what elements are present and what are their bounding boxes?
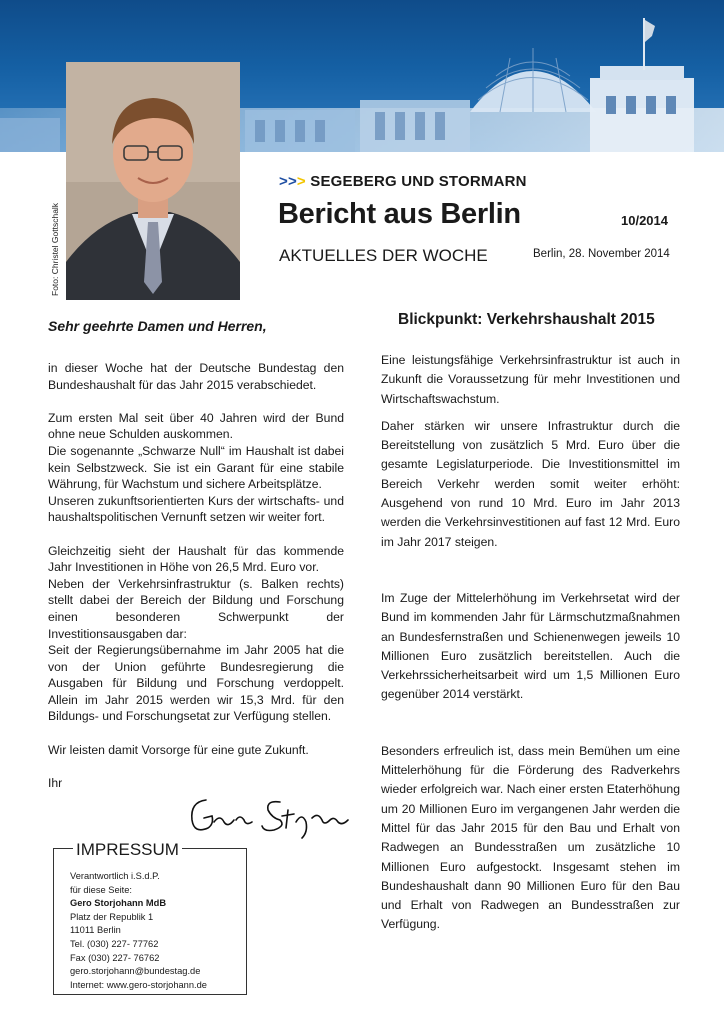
region-heading bbox=[279, 173, 527, 190]
letter-paragraph: Gleichzeitig sieht der Haushalt für das kommende Jahr Investitionen in Höhe von 26,5 Mrd. Euro vor. bbox=[48, 543, 344, 575]
photo-credit: Foto: Christel Gottschalk bbox=[50, 202, 60, 296]
impressum-line: Fax (030) 227- 76762 bbox=[70, 952, 160, 963]
blickpunkt-paragraph: Besonders erfreulich ist, dass mein Bemühen um eine Mittelerhöhung für die Förderung des Radverkehrs wieder erfolgreich war. Nach einer ersten Etaterhöhung um 20 Millionen Euro im vergangenen Jahr werden die Mittel für das Jahr 2015 für den Bau und Erhalt von Radwegen an Bundesstraßen um zusätzliche 10 Millionen Euro aufgestockt. Insgesamt stehen im Bundeshaushalt dann 90 Millionen Euro für den Bau und Erhalt von Radwegen an Bundesstraßen zur Verfügung. bbox=[381, 743, 680, 932]
impressum-title: IMPRESSUM bbox=[73, 840, 182, 860]
impressum-line: Verantwortlich i.S.d.P. bbox=[70, 871, 160, 881]
impressum-line: Tel. (030) 227- 77762 bbox=[70, 938, 159, 949]
letter-paragraph: Seit der Regierungsübernahme im Jahr 2005 hat die von der Union geführte Bundesregierung die Ausgaben für Bildung und Forschung verdoppelt. Allein im Jahr 2015 werden wir 15,3 Mrd. für den Bildungs- und Forschungsetat zur Verfügung stellen. bbox=[48, 643, 344, 724]
issue-number: 10/2014 bbox=[621, 213, 668, 228]
blickpunkt-paragraph: Eine leistungsfähige Verkehrsinfrastruktur ist auch in Zukunft die Voraussetzung für mehr Investitionen und Wirtschaftswachstum. bbox=[381, 353, 680, 406]
letter-paragraph: in dieser Woche hat der Deutsche Bundestag den Bundeshaushalt für das Jahr 2015 verabschiedet. bbox=[48, 361, 344, 392]
signature-icon bbox=[184, 792, 354, 842]
page-title: Bericht aus Berlin bbox=[278, 198, 521, 230]
impressum-line: Platz der Republik 1 bbox=[70, 911, 154, 922]
impressum-lines bbox=[70, 870, 207, 992]
impressum-line: für diese Seite: bbox=[70, 884, 133, 895]
signature bbox=[184, 792, 354, 847]
impressum-website[interactable]: Internet: www.gero-storjohann.de bbox=[70, 979, 207, 990]
blickpunkt-body bbox=[381, 351, 680, 935]
impressum-line: Gero Storjohann MdB bbox=[70, 898, 167, 909]
letter-paragraph: Die sogenannte „Schwarze Null“ im Haushalt ist dabei kein Selbstzweck. Sie ist ein Garant für eine stabile Währung, für Wachstum und sichere Arbeitsplätze. bbox=[48, 443, 344, 492]
region-label: SEGEBERG UND STORMARN bbox=[310, 173, 527, 190]
letter-closing: Ihr bbox=[48, 775, 63, 790]
letter-paragraph: Neben der Verkehrsinfrastruktur (s. Balken rechts) stellt dabei der Bereich der Bildung und Forschung einen besonderen Schwerpunkt der Investitionsausgaben dar: bbox=[48, 576, 344, 641]
page-subtitle: AKTUELLES DER WOCHE bbox=[279, 246, 488, 265]
blickpunkt-title: Blickpunkt: Verkehrshaushalt 2015 bbox=[398, 311, 655, 328]
blickpunkt-paragraph: Daher stärken wir unsere Infrastruktur durch die Bereitstellung von zusätzlich 5 Mrd. Euro über die gesamte Legislaturperiode. Die Investitionsmittel im Bereich Verkehr werden somit weiter erhöht: Ausgehend von rund 10 Mrd. Euro im Jahr 2013 werden die Verkehrsinvestitionen auf fast 12 Mrd. Euro im Jahr 2017 steigen. bbox=[381, 418, 680, 549]
portrait-photo bbox=[66, 62, 240, 300]
letter-paragraph: Wir leisten damit Vorsorge für eine gute Zukunft. bbox=[48, 742, 309, 757]
letter-body bbox=[48, 360, 344, 808]
arrows-icon: >>> bbox=[279, 173, 306, 190]
impressum-email[interactable]: gero.storjohann@bundestag.de bbox=[70, 966, 201, 977]
letter-paragraph: Zum ersten Mal seit über 40 Jahren wird der Bund ohne neue Schulden auskommen. bbox=[48, 410, 344, 442]
portrait-photo-icon bbox=[66, 62, 240, 300]
impressum-line: 11011 Berlin bbox=[70, 925, 121, 936]
blickpunkt-paragraph: Im Zuge der Mittelerhöhung im Verkehrsetat wird der Bund im kommenden Jahr für Lärmschutzmaßnahmen an Bundesfernstraßen und Schienenwegen jeweils 10 Millionen Euro zusätzlich bereitstellen. Auch die Verkehrssicherheitsarbeit wird um 1,5 Millionen Euro gegenüber 2014 verstärkt. bbox=[381, 590, 680, 702]
letter-paragraph: Unseren zukunftsorientierten Kurs der wirtschafts- und haushaltspolitischen Vernunft setzen wir weiter fort. bbox=[48, 493, 344, 525]
issue-date: Berlin, 28. November 2014 bbox=[533, 248, 670, 260]
letter-greeting: Sehr geehrte Damen und Herren, bbox=[48, 318, 267, 334]
